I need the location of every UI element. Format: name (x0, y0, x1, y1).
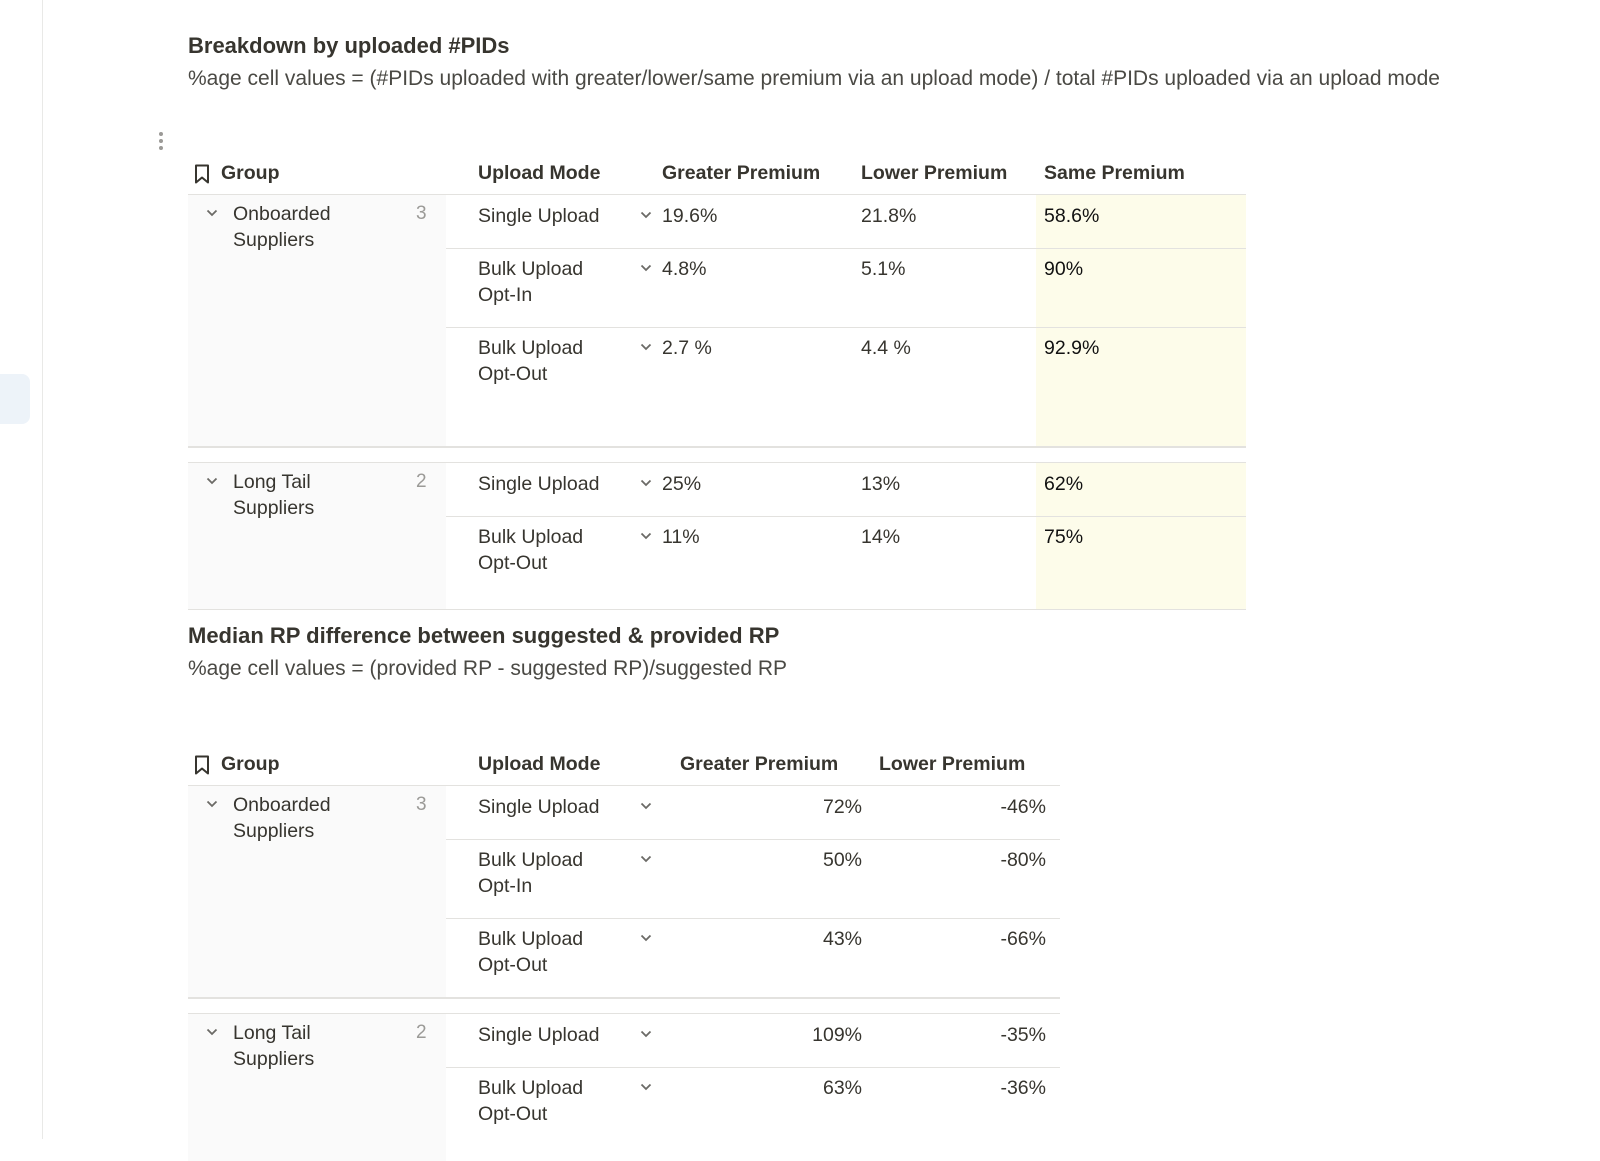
greater-premium-cell: 72% (822, 796, 862, 818)
bookmark-icon (194, 755, 210, 775)
header-lower-premium[interactable]: Lower Premium (861, 162, 1008, 184)
same-premium-cell: 58.6% (1044, 205, 1100, 227)
same-premium-cell: 92.9% (1044, 337, 1100, 359)
group-onboarded-suppliers (188, 786, 1060, 999)
sidebar-selected-item[interactable] (0, 374, 30, 424)
upload-mode-cell: Single Upload (478, 796, 600, 818)
header-same-premium[interactable]: Same Premium (1044, 162, 1185, 184)
group-divider (188, 609, 1246, 610)
chevron-down-icon[interactable] (640, 934, 652, 942)
chevron-down-icon[interactable] (640, 343, 652, 351)
lower-premium-cell: -66% (1000, 928, 1046, 950)
upload-mode-cell: Bulk Upload Opt-In (478, 849, 584, 897)
group-long-tail-suppliers (188, 462, 1246, 610)
upload-mode-cell: Bulk Upload Opt-Out (478, 337, 584, 385)
same-premium-cell: 75% (1044, 526, 1084, 548)
table-row[interactable] (446, 918, 1060, 997)
table-row[interactable] (446, 516, 1246, 595)
upload-mode-cell: Bulk Upload Opt-Out (478, 526, 584, 574)
chevron-down-icon[interactable] (640, 1083, 652, 1091)
lower-premium-cell: -35% (1000, 1024, 1046, 1046)
upload-mode-cell: Single Upload (478, 473, 600, 495)
lower-premium-cell: 13% (861, 473, 901, 495)
lower-premium-cell: -36% (1000, 1077, 1046, 1099)
table-row[interactable] (446, 248, 1246, 328)
chevron-down-icon[interactable] (640, 1030, 652, 1038)
table-row[interactable] (446, 1067, 1060, 1146)
greater-premium-cell: 11% (662, 526, 700, 548)
lower-premium-cell: 5.1% (861, 258, 906, 280)
group-cell (188, 463, 446, 610)
chevron-down-icon[interactable] (640, 855, 652, 863)
group-cell (188, 195, 446, 448)
group-cell (188, 786, 446, 999)
table-row[interactable] (446, 786, 1060, 840)
chevron-down-icon[interactable] (206, 209, 218, 217)
section-breakdown (188, 30, 1440, 94)
greater-premium-cell: 4.8% (662, 258, 707, 280)
group-divider (188, 446, 1246, 448)
lower-premium-cell: 4.4 % (861, 337, 911, 359)
group-count: 3 (416, 794, 427, 815)
upload-mode-cell: Single Upload (478, 1024, 600, 1046)
header-greater-premium[interactable]: Greater Premium (680, 753, 839, 775)
group-count: 3 (416, 203, 427, 224)
block-menu-icon[interactable] (157, 132, 165, 154)
table-header (188, 745, 1060, 786)
header-lower-premium[interactable]: Lower Premium (879, 753, 1026, 775)
greater-premium-cell: 50% (822, 849, 862, 871)
table-row[interactable] (446, 463, 1246, 517)
group-label: Onboarded Suppliers (233, 203, 331, 251)
greater-premium-cell: 43% (822, 928, 862, 950)
chevron-down-icon[interactable] (640, 264, 652, 272)
chevron-down-icon[interactable] (206, 800, 218, 808)
bookmark-icon (194, 164, 210, 184)
chevron-down-icon[interactable] (640, 479, 652, 487)
chevron-down-icon[interactable] (640, 211, 652, 219)
upload-mode-cell: Bulk Upload Opt-Out (478, 928, 584, 976)
breakdown-table (188, 154, 1246, 610)
upload-mode-cell: Single Upload (478, 205, 600, 227)
table-row[interactable] (446, 839, 1060, 919)
greater-premium-cell: 63% (822, 1077, 862, 1099)
group-divider (188, 997, 1060, 999)
lower-premium-cell: -46% (1000, 796, 1046, 818)
same-premium-cell: 90% (1044, 258, 1084, 280)
header-greater-premium[interactable]: Greater Premium (662, 162, 821, 184)
lower-premium-cell: 14% (861, 526, 901, 548)
group-count: 2 (416, 471, 427, 492)
chevron-down-icon[interactable] (640, 532, 652, 540)
chevron-down-icon[interactable] (640, 802, 652, 810)
upload-mode-cell: Bulk Upload Opt-In (478, 258, 584, 306)
header-group[interactable]: Group (221, 753, 280, 775)
table-header (188, 154, 1246, 195)
lower-premium-cell: 21.8% (861, 205, 917, 227)
same-premium-cell: 62% (1044, 473, 1084, 495)
section-title: Breakdown by uploaded #PIDs (188, 33, 510, 58)
section-median-rp (188, 620, 787, 684)
median-rp-table (188, 745, 1060, 1161)
group-count: 2 (416, 1022, 427, 1043)
left-sidebar-edge (0, 0, 43, 1139)
group-label: Long Tail Suppliers (233, 1022, 315, 1070)
upload-mode-cell: Bulk Upload Opt-Out (478, 1077, 584, 1125)
table-row[interactable] (446, 195, 1246, 249)
lower-premium-cell: -80% (1000, 849, 1046, 871)
greater-premium-cell: 109% (812, 1024, 862, 1046)
chevron-down-icon[interactable] (206, 477, 218, 485)
table-row[interactable] (446, 1014, 1060, 1068)
section-description: %age cell values = (provided RP - suggested RP)/suggested RP (188, 657, 788, 680)
section-description: %age cell values = (#PIDs uploaded with greater/lower/same premium via an upload mode) / total #PIDs uploaded via an upload mode (188, 67, 1440, 90)
header-group[interactable]: Group (221, 162, 280, 184)
greater-premium-cell: 2.7 % (662, 337, 712, 359)
group-onboarded-suppliers (188, 195, 1246, 448)
header-upload-mode[interactable]: Upload Mode (478, 162, 601, 184)
greater-premium-cell: 25% (662, 473, 702, 495)
group-label: Onboarded Suppliers (233, 794, 331, 842)
table-row[interactable] (446, 327, 1246, 406)
group-label: Long Tail Suppliers (233, 471, 315, 519)
section-title: Median RP difference between suggested & provided RP (188, 623, 780, 648)
header-upload-mode[interactable]: Upload Mode (478, 753, 601, 775)
chevron-down-icon[interactable] (206, 1028, 218, 1036)
greater-premium-cell: 19.6% (662, 205, 718, 227)
